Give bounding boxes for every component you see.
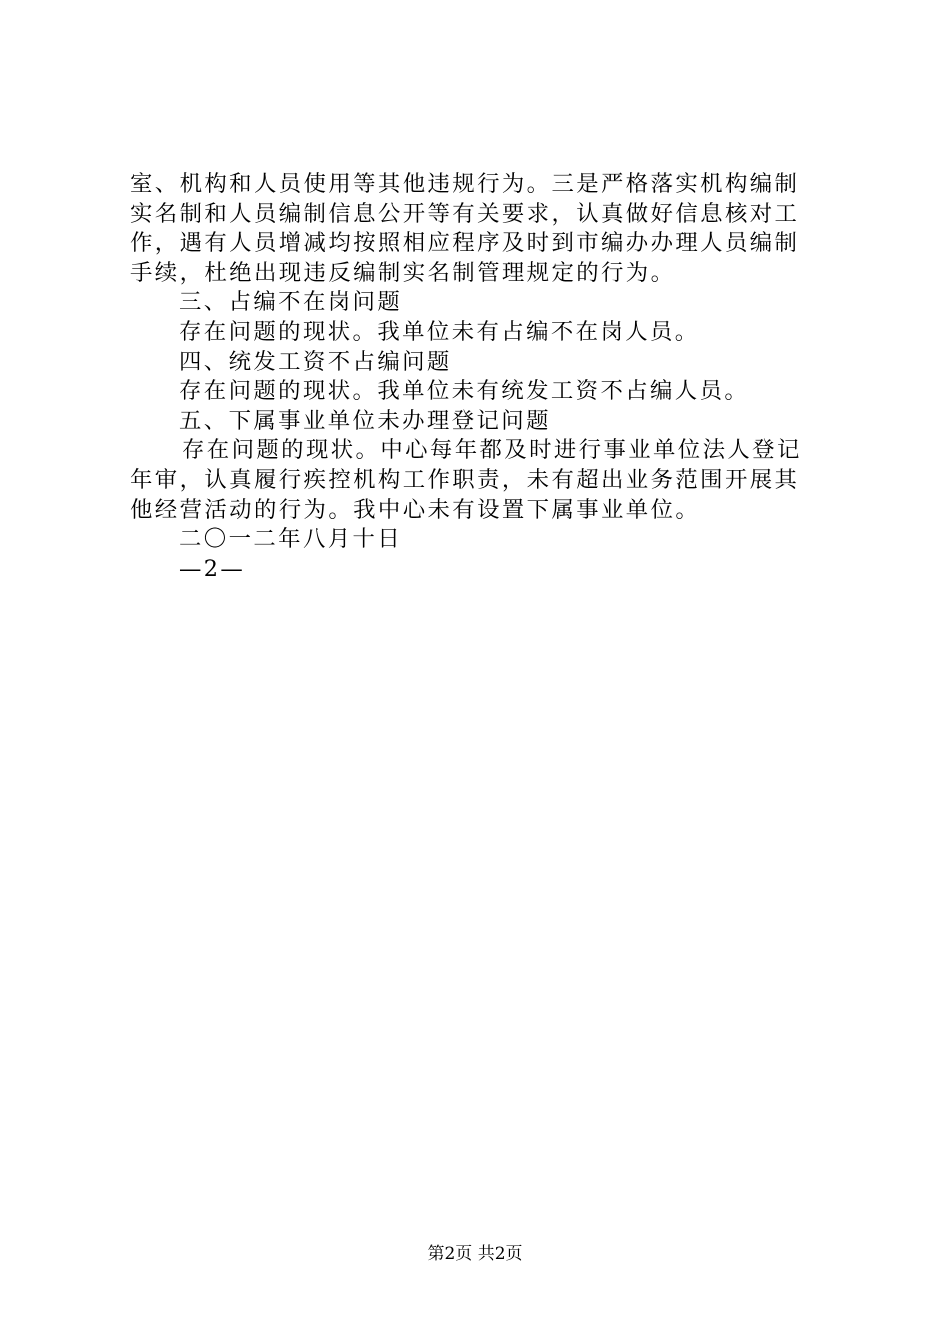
section-heading-3: 三、占编不在岗问题 — [179, 289, 403, 316]
body-line: 实名制和人员编制信息公开等有关要求，认真做好信息核对工 — [130, 200, 800, 227]
body-line: 手续，杜绝出现违反编制实名制管理规定的行为。 — [130, 259, 676, 286]
section-paragraph-5-line: 他经营活动的行为。我中心未有设置下属事业单位。 — [130, 496, 701, 523]
page-mark: —2— — [179, 555, 246, 582]
document-date: 二〇一二年八月十日 — [179, 526, 403, 553]
section-heading-5: 五、下属事业单位未办理登记问题 — [179, 407, 551, 434]
section-heading-4: 四、统发工资不占编问题 — [179, 348, 452, 375]
document-body — [130, 170, 830, 584]
section-paragraph-5-line: 年审，认真履行疾控机构工作职责，未有超出业务范围开展其 — [130, 466, 800, 493]
section-paragraph-4: 存在问题的现状。我单位未有统发工资不占编人员。 — [179, 378, 750, 405]
body-line: 室、机构和人员使用等其他违规行为。三是严格落实机构编制 — [130, 171, 800, 197]
section-paragraph-5-line: 存在问题的现状。中心每年都及时进行事业单位法人登记 — [182, 437, 802, 464]
body-line: 作，遇有人员增减均按照相应程序及时到市编办办理人员编制 — [130, 230, 800, 257]
page-footer: 第2页 共2页 — [427, 1244, 523, 1264]
section-paragraph-3: 存在问题的现状。我单位未有占编不在岗人员。 — [179, 318, 700, 345]
